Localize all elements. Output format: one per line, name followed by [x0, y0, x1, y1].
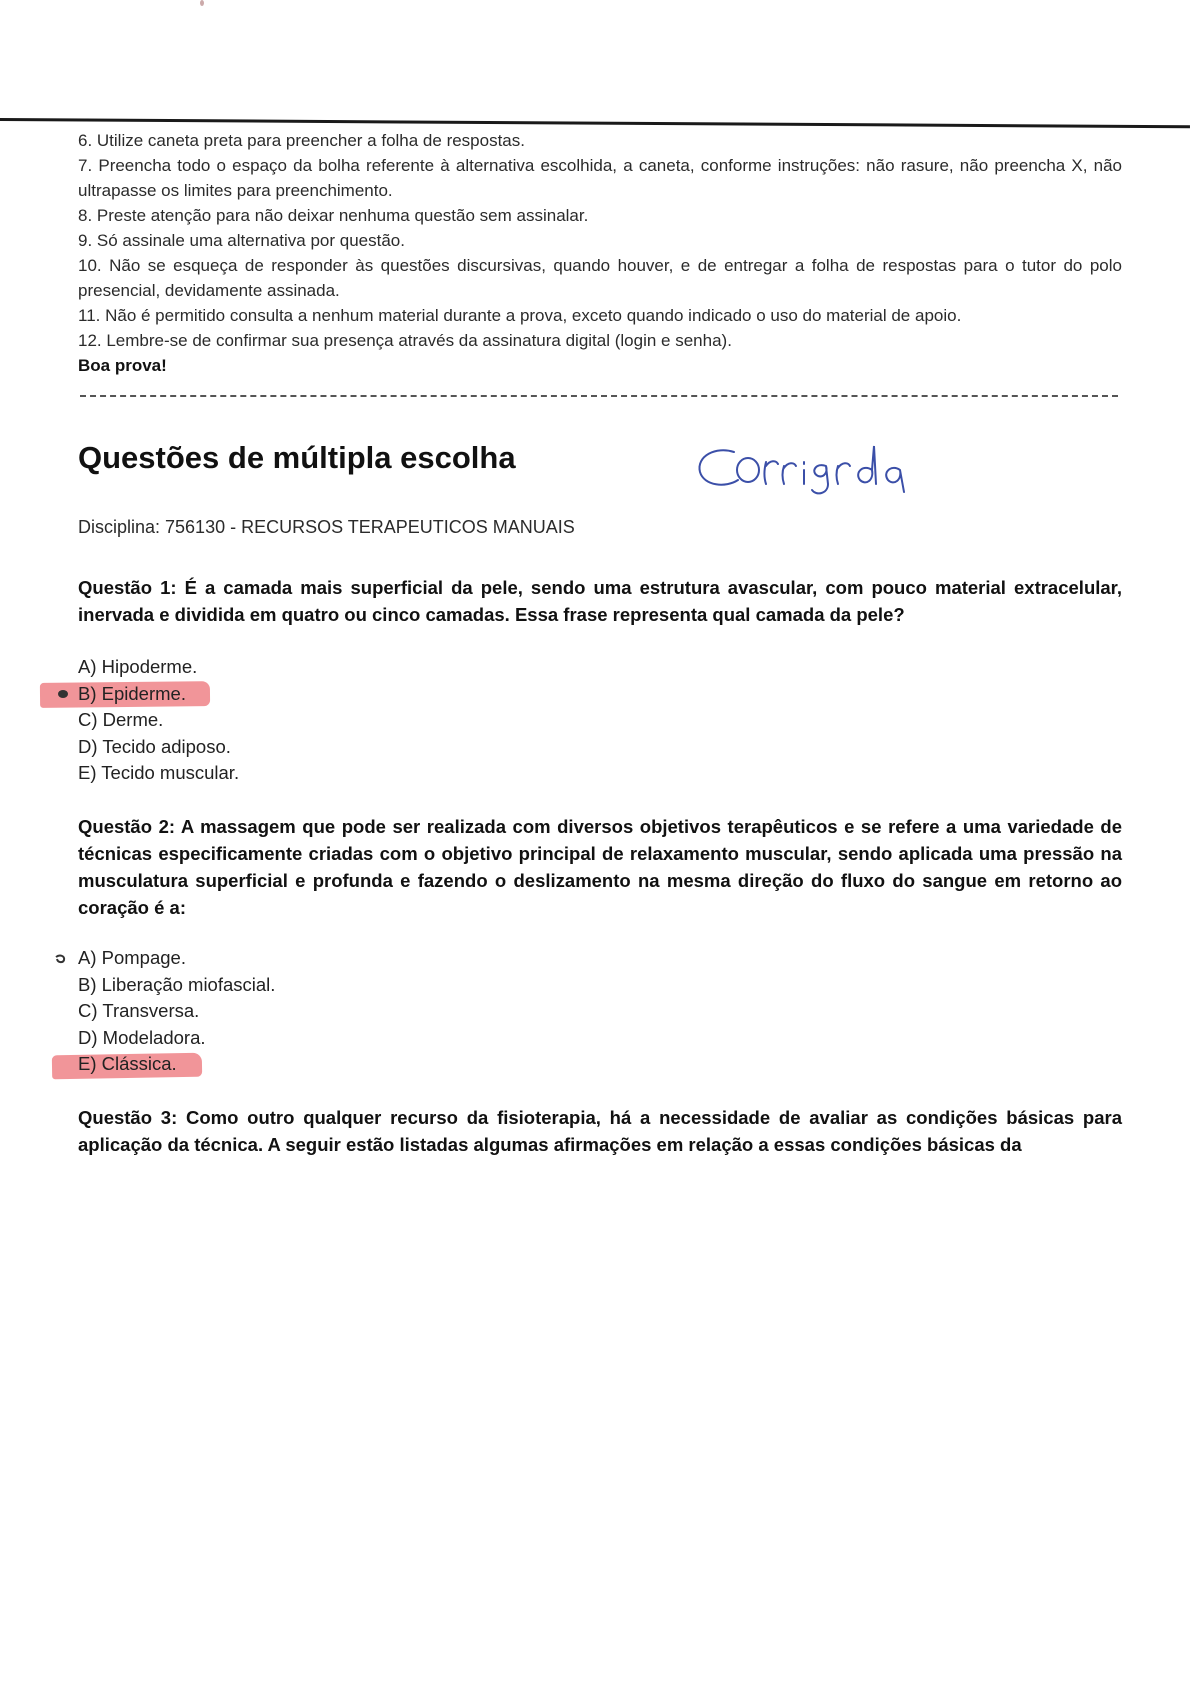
question-2-text: Questão 2: A massagem que pode ser realizada com diversos objetivos terapêuticos e se refere a uma variedade de técnicas especificamente criadas com o objetivo principal de relaxamento muscular, sendo aplicada uma pressão na musculatura superficial e profunda e fazendo o deslizamento na mesma direção do fluxo do sangue em retorno ao coração é a:	[78, 816, 1122, 918]
option-a[interactable]	[78, 945, 678, 972]
option-label: C) Derme.	[78, 709, 164, 730]
instructions-closing: Boa prova!	[78, 356, 167, 375]
option-label: D) Tecido adiposo.	[78, 735, 231, 757]
option-label: E) Clássica.	[78, 1053, 177, 1074]
discipline-label: Disciplina: 756130 - RECURSOS TERAPEUTICOS MANUAIS	[78, 517, 575, 537]
instruction-item: 10. Não se esqueça de responder às questões discursivas, quando houver, e de entregar a folha de respostas para o tutor do polo presencial, devidamente assinada.	[78, 256, 1122, 300]
instructions-list	[78, 128, 1122, 378]
option-label: E) Tecido muscular.	[78, 762, 240, 783]
instruction-item: 7. Preencha todo o espaço da bolha referente à alternativa escolhida, a caneta, conforme instruções: não rasure, não preencha X, não ultrapasse os limites para preenchimento.	[78, 156, 1122, 200]
question-1-text: Questão 1: É a camada mais superficial da pele, sendo uma estrutura avascular, com pouco material extracelular, inervada e dividida em quatro ou cinco camadas. Essa frase representa qual camada da pele?	[78, 577, 1122, 625]
question-2-options	[78, 945, 678, 1078]
instruction-item: 11. Não é permitido consulta a nenhum material durante a prova, exceto quando indicado o uso do material de apoio.	[78, 306, 962, 325]
instruction-item: 9. Só assinale uma alternativa por questão.	[78, 231, 405, 250]
option-d[interactable]	[78, 734, 678, 761]
option-b[interactable]	[78, 681, 678, 708]
option-e[interactable]	[78, 1051, 678, 1078]
question-1-options	[78, 654, 678, 787]
option-a[interactable]	[78, 654, 678, 681]
option-label: A) Pompage.	[78, 947, 186, 968]
option-d[interactable]	[78, 1025, 678, 1052]
option-c[interactable]	[78, 707, 678, 734]
scan-speck	[200, 0, 204, 6]
answer-pen-mark	[54, 953, 68, 965]
handwritten-corrigida	[694, 440, 934, 500]
instruction-item: 12. Lembre-se de confirmar sua presença através da assinatura digital (login e senha).	[78, 331, 732, 350]
option-label: A) Hipoderme.	[78, 656, 198, 677]
question-3-text: Questão 3: Como outro qualquer recurso da fisioterapia, há a necessidade de avaliar as condições básicas para aplicação da técnica. A seguir estão listadas algumas afirmações em relação a essas condições básicas da	[78, 1107, 1122, 1155]
instruction-item: 6. Utilize caneta preta para preencher a folha de respostas.	[78, 131, 525, 150]
option-b[interactable]	[78, 972, 678, 999]
dashed-divider	[80, 395, 1118, 397]
instruction-item: 8. Preste atenção para não deixar nenhuma questão sem assinalar.	[78, 206, 589, 225]
option-c[interactable]	[78, 998, 678, 1025]
option-label: B) Epiderme.	[78, 682, 186, 704]
option-label: C) Transversa.	[78, 1000, 200, 1021]
top-rule	[0, 118, 1190, 128]
option-label: D) Modeladora.	[78, 1026, 206, 1048]
section-title: Questões de múltipla escolha	[78, 440, 516, 475]
option-e[interactable]	[78, 760, 678, 787]
answer-dot-mark	[58, 690, 68, 698]
option-label: B) Liberação miofascial.	[78, 973, 276, 995]
